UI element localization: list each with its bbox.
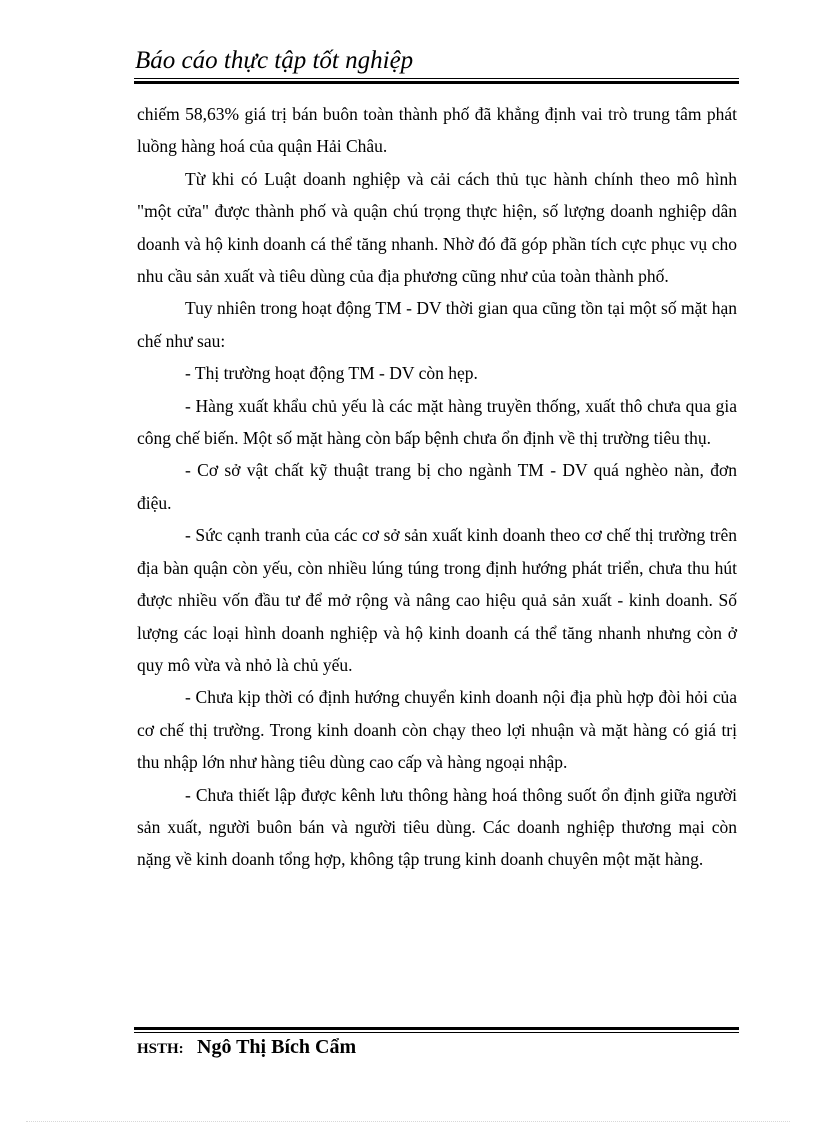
paragraph-continuation: chiếm 58,63% giá trị bán buôn toàn thành phố đã khẳng định vai trò trung tâm phát luồng hàng hoá của quận Hải Châu. — [137, 104, 737, 157]
bullet-paragraph: - Cơ sở vật chất kỹ thuật trang bị cho ngành TM - DV quá nghèo nàn, đơn điệu. — [137, 460, 737, 513]
header-rule-thick — [134, 81, 739, 84]
header-rule-thin — [134, 78, 739, 79]
paragraph: Tuy nhiên trong hoạt động TM - DV thời gian qua cũng tồn tại một số mặt hạn chế như sau: — [137, 298, 737, 351]
page-bottom-border — [26, 1121, 790, 1122]
author-name: Ngô Thị Bích Cẩm — [197, 1036, 357, 1058]
body-text — [137, 98, 737, 876]
footer-label: HSTH: — [137, 1041, 184, 1057]
bullet-paragraph: - Chưa thiết lập được kênh lưu thông hàng hoá thông suốt ổn định giữa người sản xuất, người buôn bán và người tiêu dùng. Các doanh nghiệp thương mại còn nặng về kinh doanh tổng hợp, không tập trung kinh doanh chuyên một mặt hàng. — [137, 784, 737, 870]
bullet-paragraph: - Chưa kịp thời có định hướng chuyển kinh doanh nội địa phù hợp đòi hỏi của cơ chế thị trường. Trong kinh doanh còn chạy theo lợi nhuận và mặt hàng có giá trị thu nhập lớn như hàng tiêu dùng cao cấp và hàng ngoại nhập. — [137, 687, 737, 773]
bullet-paragraph: - Hàng xuất khẩu chủ yếu là các mặt hàng truyền thống, xuất thô chưa qua gia công chế biến. Một số mặt hàng còn bấp bệnh chưa ổn định về thị trường tiêu thụ. — [137, 395, 737, 449]
paragraph: Từ khi có Luật doanh nghiệp và cải cách thủ tục hành chính theo mô hình "một cửa" được thành phố và quận chú trọng thực hiện, số lượng doanh nghiệp dân doanh và hộ kinh doanh cá thể tăng nhanh. Nhờ đó đã góp phần tích cực phục vụ cho nhu cầu sản xuất và tiêu dùng của địa phương cũng như của toàn thành phố. — [137, 168, 737, 287]
footer-rule-thin — [134, 1032, 739, 1033]
header-title: Báo cáo thực tập tốt nghiệp — [135, 47, 414, 74]
footer-rule-thick — [134, 1027, 739, 1030]
bullet-paragraph: - Thị trường hoạt động TM - DV còn hẹp. — [185, 363, 478, 384]
bullet-paragraph: - Sức cạnh tranh của các cơ sở sản xuất kinh doanh theo cơ chế thị trường trên địa bàn quận còn yếu, còn nhiều lúng túng trong định hướng phát triển, chưa thu hút được nhiều vốn đầu tư để mở rộng và nâng cao hiệu quả sản xuất - kinh doanh. Số lượng các loại hình doanh nghiệp và hộ kinh doanh cá thể tăng nhanh nhưng còn ở quy mô vừa và nhỏ là chủ yếu. — [137, 525, 737, 675]
